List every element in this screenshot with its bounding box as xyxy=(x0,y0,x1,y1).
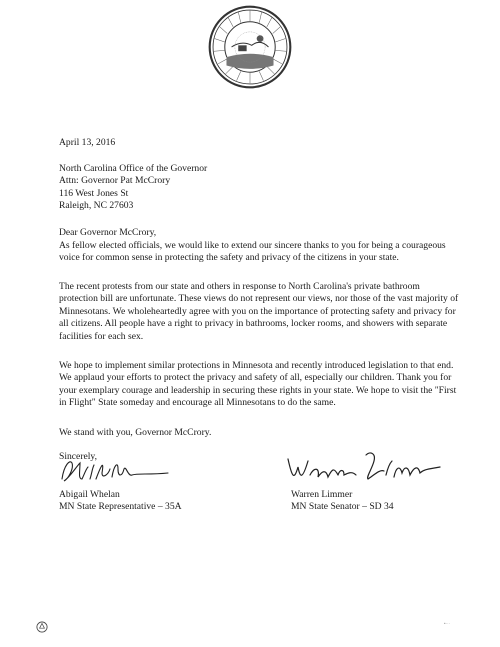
recipient-line: Raleigh, NC 27603 xyxy=(59,200,134,212)
body-paragraph: The recent protests from our state and others in response to North Carolina's private bathroom protection bill are unfortunate. These views do not represent our views, nor those of the vast majority of Minnesotans. We wholeheartedly agree with you on the importance of protecting safety and privacy for all citizens. All people have a right to privacy in bathrooms, locker rooms, and showers with separate facilities for each sex. xyxy=(59,281,459,342)
recycle-union-icon xyxy=(36,621,48,633)
recipient-line: North Carolina Office of the Governor xyxy=(59,163,208,174)
signer-name: Abigail Whelan xyxy=(59,489,120,500)
signer-title: MN State Senator – SD 34 xyxy=(291,501,394,513)
minnesota-state-seal-icon xyxy=(208,5,292,89)
signer-block xyxy=(59,489,182,514)
closing: Sincerely, xyxy=(59,451,98,462)
handwritten-signature-whelan xyxy=(58,455,178,487)
recipient-address xyxy=(59,163,459,213)
footer-code: •··· xyxy=(444,621,451,626)
signer-name: Warren Limmer xyxy=(291,489,353,500)
signer-block xyxy=(291,489,394,514)
signer-title: MN State Representative – 35A xyxy=(59,501,182,513)
salutation: Dear Governor McCrory, xyxy=(59,227,157,238)
handwritten-signature-limmer xyxy=(284,447,444,487)
recipient-line: Attn: Governor Pat McCrory xyxy=(59,175,171,187)
letter-date: April 13, 2016 xyxy=(59,137,116,148)
body-paragraph: We hope to implement similar protections in Minnesota and recently introduced legislation to that end. We applaud your efforts to protect the privacy and safety of all, especially our children. Thank you for your exemplary courage and leadership in securing these rights in your state. We hope to visit the "First in Flight" State someday and encourage all Minnesotans to do the same. xyxy=(59,360,457,409)
body-paragraph: As fellow elected officials, we would like to extend our sincere thanks to you for being a courageous voice for common sense in protecting the safety and privacy of the citizens in your state. xyxy=(59,240,446,264)
body-paragraph: We stand with you, Governor McCrory. xyxy=(59,427,212,438)
recipient-line: 116 West Jones St xyxy=(59,187,129,199)
